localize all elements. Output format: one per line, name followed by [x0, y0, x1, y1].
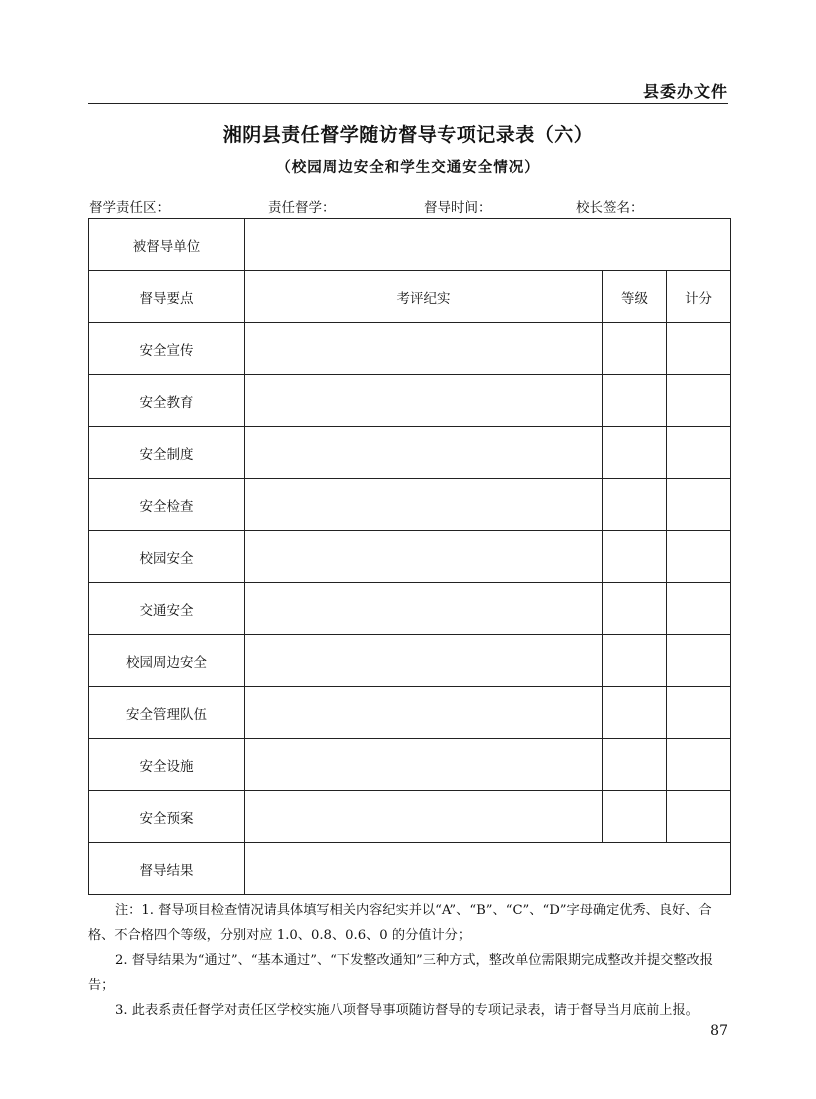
- col-record-header: 考评纪实: [245, 271, 603, 323]
- row-label: 安全宣传: [89, 323, 245, 375]
- col-point-header: 督导要点: [89, 271, 245, 323]
- record-cell: [245, 687, 603, 739]
- result-row: [89, 843, 731, 895]
- row-label: 安全预案: [89, 791, 245, 843]
- score-cell: [667, 375, 731, 427]
- col-score-header: 计分: [667, 271, 731, 323]
- record-cell: [245, 479, 603, 531]
- info-time: 督导时间：: [424, 200, 492, 216]
- score-cell: [667, 427, 731, 479]
- table-row: [89, 375, 731, 427]
- score-cell: [667, 323, 731, 375]
- result-label: 督导结果: [89, 843, 245, 895]
- note-3: 3. 此表系责任督学对责任区学校实施八项督导事项随访督导的专项记录表，请于督导当月底前上报。: [115, 1003, 699, 1018]
- record-cell: [245, 531, 603, 583]
- grade-cell: [603, 739, 667, 791]
- table-row: [89, 531, 731, 583]
- column-header-row: [89, 271, 731, 323]
- record-cell: [245, 635, 603, 687]
- grade-cell: [603, 323, 667, 375]
- record-cell: [245, 791, 603, 843]
- grade-cell: [603, 427, 667, 479]
- info-district: 督学责任区：: [89, 200, 170, 216]
- table-row: [89, 427, 731, 479]
- table-row: [89, 687, 731, 739]
- table-row: [89, 583, 731, 635]
- table-row: [89, 635, 731, 687]
- notes: [88, 898, 730, 1023]
- info-inspector: 责任督学：: [268, 200, 336, 216]
- row-label: 安全检查: [89, 479, 245, 531]
- table-row: [89, 479, 731, 531]
- page-subtitle: （校园周边安全和学生交通安全情况）: [276, 159, 540, 176]
- note-1: 注：1. 督导项目检查情况请具体填写相关内容纪实并以“A”、“B”、“C”、“D”字母确定优秀、良好、合格、不合格四个等级，分别对应 1.0、0.8、0.6、0 的分值计分；: [88, 903, 712, 943]
- row-label: 交通安全: [89, 583, 245, 635]
- record-cell: [245, 323, 603, 375]
- table-row: [89, 323, 731, 375]
- table-row: [89, 739, 731, 791]
- page-title: 湘阴县责任督学随访督导专项记录表（六）: [222, 124, 594, 146]
- score-cell: [667, 791, 731, 843]
- note-2: 2. 督导结果为“通过”、“基本通过”、“下发整改通知”三种方式，整改单位需限期完成整改并提交整改报告；: [88, 953, 713, 993]
- header-label: 县委办文件: [642, 82, 728, 101]
- unit-row: [89, 219, 731, 271]
- col-grade-header: 等级: [603, 271, 667, 323]
- grade-cell: [603, 635, 667, 687]
- page-number: 87: [710, 1023, 728, 1039]
- score-cell: [667, 739, 731, 791]
- score-cell: [667, 479, 731, 531]
- header-rule: [88, 103, 728, 104]
- info-principal: 校长签名：: [576, 200, 644, 216]
- row-label: 校园周边安全: [89, 635, 245, 687]
- record-cell: [245, 739, 603, 791]
- grade-cell: [603, 687, 667, 739]
- record-table: [88, 218, 731, 895]
- row-label: 安全教育: [89, 375, 245, 427]
- grade-cell: [603, 531, 667, 583]
- score-cell: [667, 531, 731, 583]
- unit-value-cell: [245, 219, 731, 271]
- grade-cell: [603, 479, 667, 531]
- grade-cell: [603, 375, 667, 427]
- table-row: [89, 791, 731, 843]
- row-label: 校园安全: [89, 531, 245, 583]
- record-cell: [245, 583, 603, 635]
- row-label: 安全管理队伍: [89, 687, 245, 739]
- unit-label: 被督导单位: [89, 219, 245, 271]
- result-value-cell: [245, 843, 731, 895]
- row-label: 安全制度: [89, 427, 245, 479]
- grade-cell: [603, 583, 667, 635]
- score-cell: [667, 635, 731, 687]
- record-cell: [245, 427, 603, 479]
- row-label: 安全设施: [89, 739, 245, 791]
- record-cell: [245, 375, 603, 427]
- score-cell: [667, 583, 731, 635]
- grade-cell: [603, 791, 667, 843]
- score-cell: [667, 687, 731, 739]
